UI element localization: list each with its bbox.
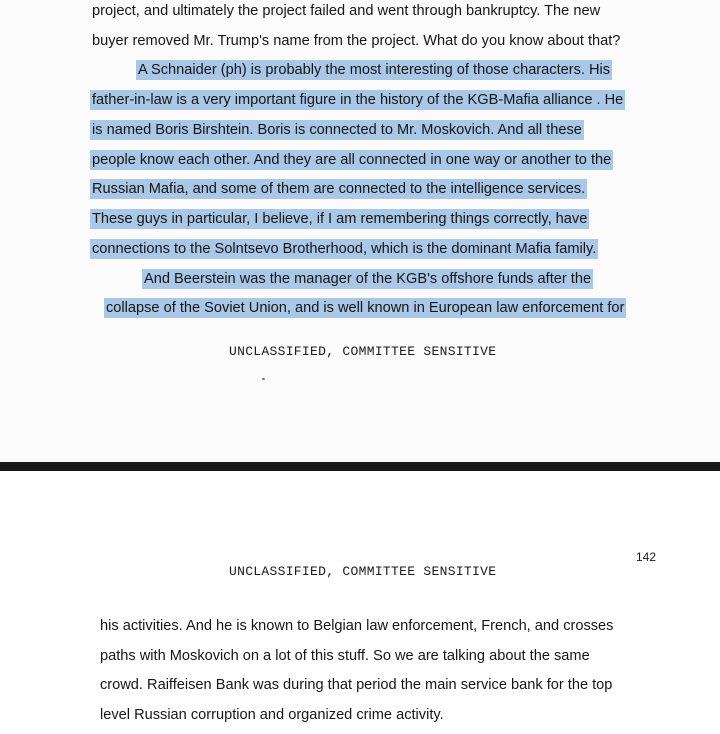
body-text-line: his activities. And he is known to Belgian law enforcement, French, and crosses <box>100 618 614 634</box>
highlighted-line <box>92 121 582 139</box>
body-text-line: level Russian corruption and organized crime activity. <box>100 707 444 723</box>
highlighted-text: These guys in particular, I believe, if I am remembering things correctly, have <box>92 211 588 227</box>
highlighted-line <box>92 210 587 228</box>
body-text-line: buyer removed Mr. Trump's name from the project. What do you know about that? <box>92 33 621 49</box>
highlighted-line <box>92 151 611 169</box>
page-divider <box>0 462 720 471</box>
highlighted-text: Russian Mafia, and some of them are connected to the intelligence services. <box>92 181 586 197</box>
body-text-line: crowd. Raiffeisen Bank was during that period the main service bank for the top <box>100 677 613 693</box>
classification-footer: UNCLASSIFIED, COMMITTEE SENSITIVE <box>229 344 497 359</box>
scan-artifact <box>262 378 265 380</box>
highlighted-text: connections to the Solntsevo Brotherhood, which is the dominant Mafia family. <box>92 241 597 257</box>
highlighted-text: A Schnaider (ph) is probably the most interesting of those characters. His <box>138 62 611 78</box>
highlighted-text: people know each other. And they are all connected in one way or another to the <box>92 152 612 168</box>
body-text-line: project, and ultimately the project failed and went through bankruptcy. The new <box>92 3 601 19</box>
highlighted-text: collapse of the Soviet Union, and is well known in European law enforcement for <box>106 300 625 316</box>
classification-header: UNCLASSIFIED, COMMITTEE SENSITIVE <box>229 564 497 579</box>
highlighted-line <box>144 270 591 288</box>
highlighted-text: is named Boris Birshtein. Boris is connected to Mr. Moskovich. And all these <box>92 122 582 138</box>
body-text-line: paths with Moskovich on a lot of this stuff. So we are talking about the same <box>100 648 590 664</box>
document-page-bottom <box>0 471 720 734</box>
highlighted-line <box>106 299 624 317</box>
highlighted-line <box>92 180 585 198</box>
highlighted-text: father-in-law is a very important figure in the history of the KGB-Mafia alliance . He <box>92 92 624 108</box>
highlighted-line <box>92 240 596 258</box>
highlighted-line <box>92 91 623 109</box>
page-number: 142 <box>636 550 657 564</box>
highlighted-line <box>138 61 610 79</box>
highlighted-text: And Beerstein was the manager of the KGB's offshore funds after the <box>144 271 592 287</box>
